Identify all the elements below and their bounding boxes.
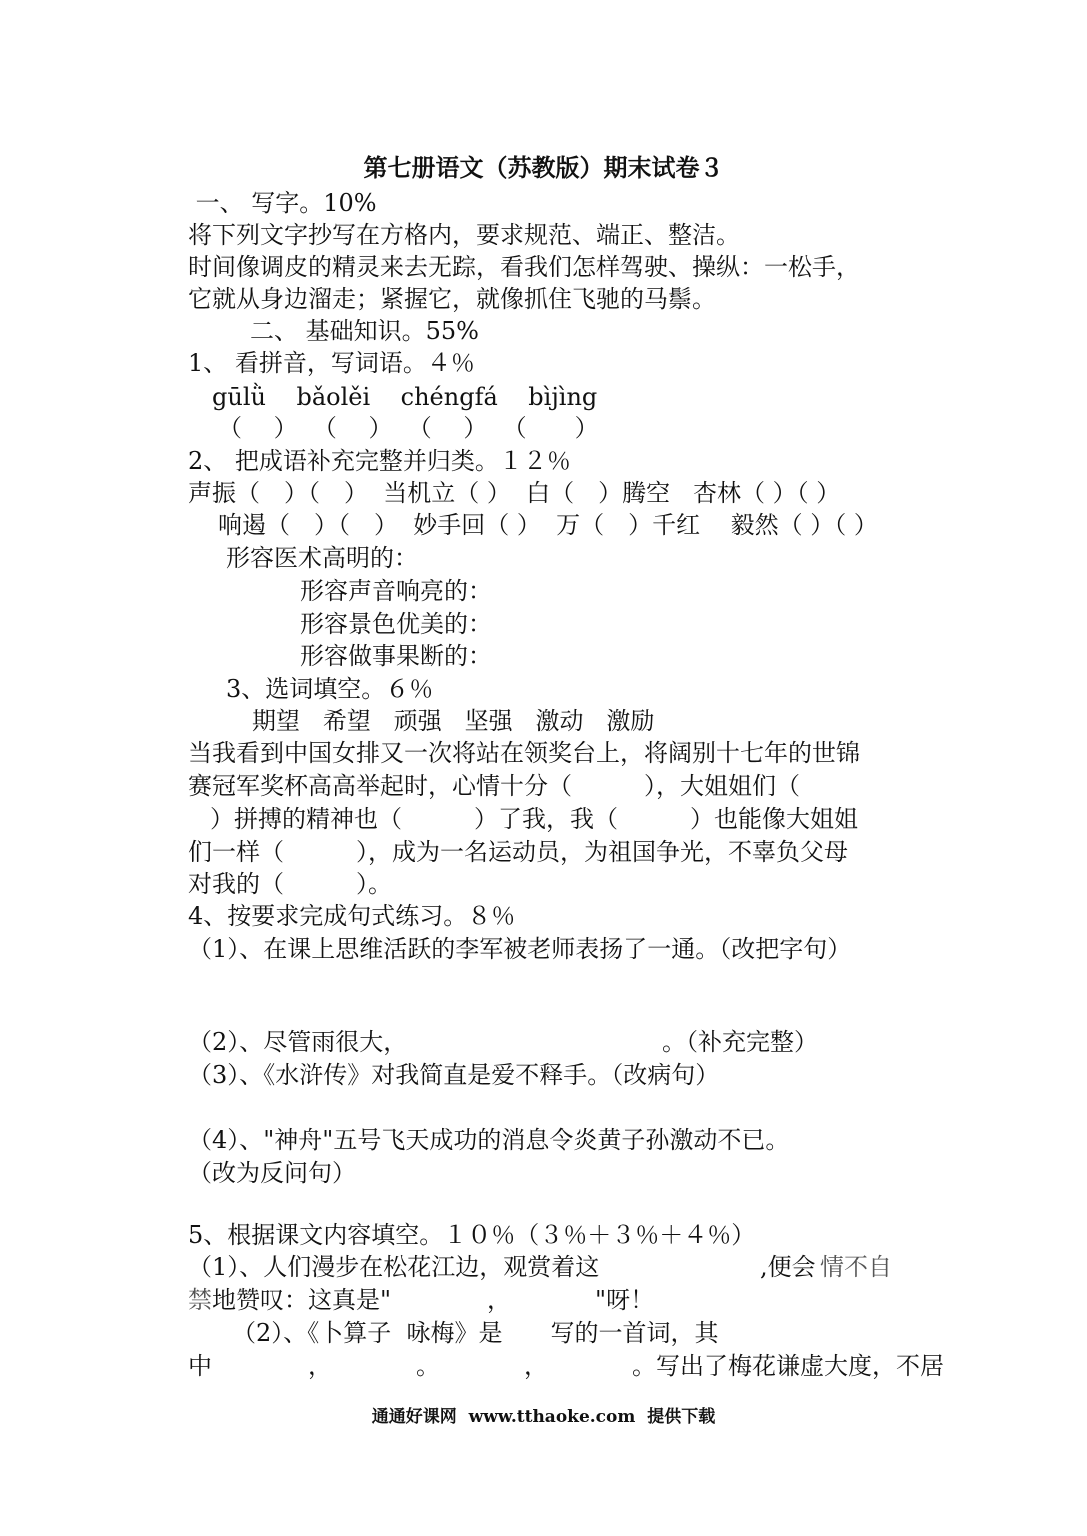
q2-idioms-line2: 响遏（ ）（ ） 妙手回（ ） 万（ ）千红 毅然（ ）（ ） <box>218 511 878 539</box>
q1-blanks: （ ） （ ） （ ） （ ） <box>218 414 599 442</box>
q4-sentence-2-start: （2）、尽管雨很大， <box>188 1028 408 1056</box>
q5-sentence-1-gray-start: 禁 <box>188 1286 212 1314</box>
q1-pinyin: gūlǜ bǎolěi chéngfá bìjìng <box>212 383 598 411</box>
q2-category-1: 形容医术高明的： <box>226 544 418 572</box>
q1-heading: 1、 看拼音，写词语。４％ <box>188 349 475 377</box>
q5-sentence-1-start: （1）、人们漫步在松花江边，观赏着这 <box>188 1253 600 1281</box>
q5-heading: 5、根据课文内容填空。１０％（３％＋３％＋４％） <box>188 1221 756 1249</box>
section1-text-line1: 时间像调皮的精灵来去无踪，看我们怎样驾驶、操纵：一松手， <box>188 253 860 281</box>
q2-category-4: 形容做事果断的： <box>300 642 492 670</box>
q4-sentence-3: （3）、《水浒传》对我简直是爱不释手。（改病句） <box>188 1061 720 1089</box>
page-title: 第七册语文（苏教版）期末试卷３ <box>363 153 724 182</box>
q4-sentence-4: （4）、"神舟"五号飞天成功的消息令炎黄子孙激动不已。 <box>188 1126 790 1154</box>
section2-heading: 二、 基础知识。55% <box>250 317 479 345</box>
q5-sentence-1-gray: 情不自 <box>820 1253 892 1281</box>
footer-credit: 通通好课网 www.tthaoke.com 提供下载 <box>371 1407 716 1427</box>
q2-category-3: 形容景色优美的： <box>300 610 492 638</box>
q2-heading: 2、 把成语补充完整并归类。１２％ <box>188 447 571 475</box>
q2-idioms-line1: 声振（ ）（ ） 当机立（ ） 白（ ）腾空 杏林（ ）（ ） <box>188 479 841 507</box>
q5-sentence-1-mid: ,便会 <box>760 1253 816 1281</box>
q5-sentence-2-line2: 中 ， 。 ， 。写出了梅花谦虚大度，不居 <box>188 1352 944 1380</box>
q5-sentence-2: （2）、《卜算子 咏梅》是 写的一首词，其 <box>232 1319 719 1347</box>
q3-paragraph-line2: 赛冠军奖杯高高举起时，心情十分（ ），大姐姐们（ <box>188 772 800 800</box>
q3-paragraph-line3: ）拼搏的精神也（ ）了我，我（ ）也能像大姐姐 <box>210 805 858 833</box>
section1-instruction: 将下列文字抄写在方格内，要求规范、端正、整洁。 <box>188 221 740 249</box>
q3-paragraph-line5: 对我的（ ）。 <box>188 870 392 898</box>
q4-sentence-1: （1）、在课上思维活跃的李军被老师表扬了一通。（改把字句） <box>188 935 852 963</box>
q4-sentence-4-instruction: （改为反问句） <box>188 1159 356 1187</box>
q5-sentence-1-line2: 地赞叹：这真是" ， "呀！ <box>212 1286 655 1314</box>
q2-category-2: 形容声音响亮的： <box>300 577 492 605</box>
q3-paragraph-line4: 们一样（ ），成为一名运动员，为祖国争光，不辜负父母 <box>188 838 848 866</box>
q4-heading: 4、按要求完成句式练习。８％ <box>188 902 516 930</box>
q3-word-list: 期望 希望 顽强 坚强 激动 激励 <box>252 707 655 735</box>
section1-text-line2: 它就从身边溜走；紧握它，就像抓住飞驰的马鬃。 <box>188 285 716 313</box>
section1-heading: 一、 写字。10% <box>188 189 377 217</box>
q3-paragraph-line1: 当我看到中国女排又一次将站在领奖台上，将阔别十七年的世锦 <box>188 739 860 767</box>
q4-sentence-2-end: 。（补充完整） <box>662 1028 818 1056</box>
q3-heading: 3、选词填空。６％ <box>226 675 434 703</box>
